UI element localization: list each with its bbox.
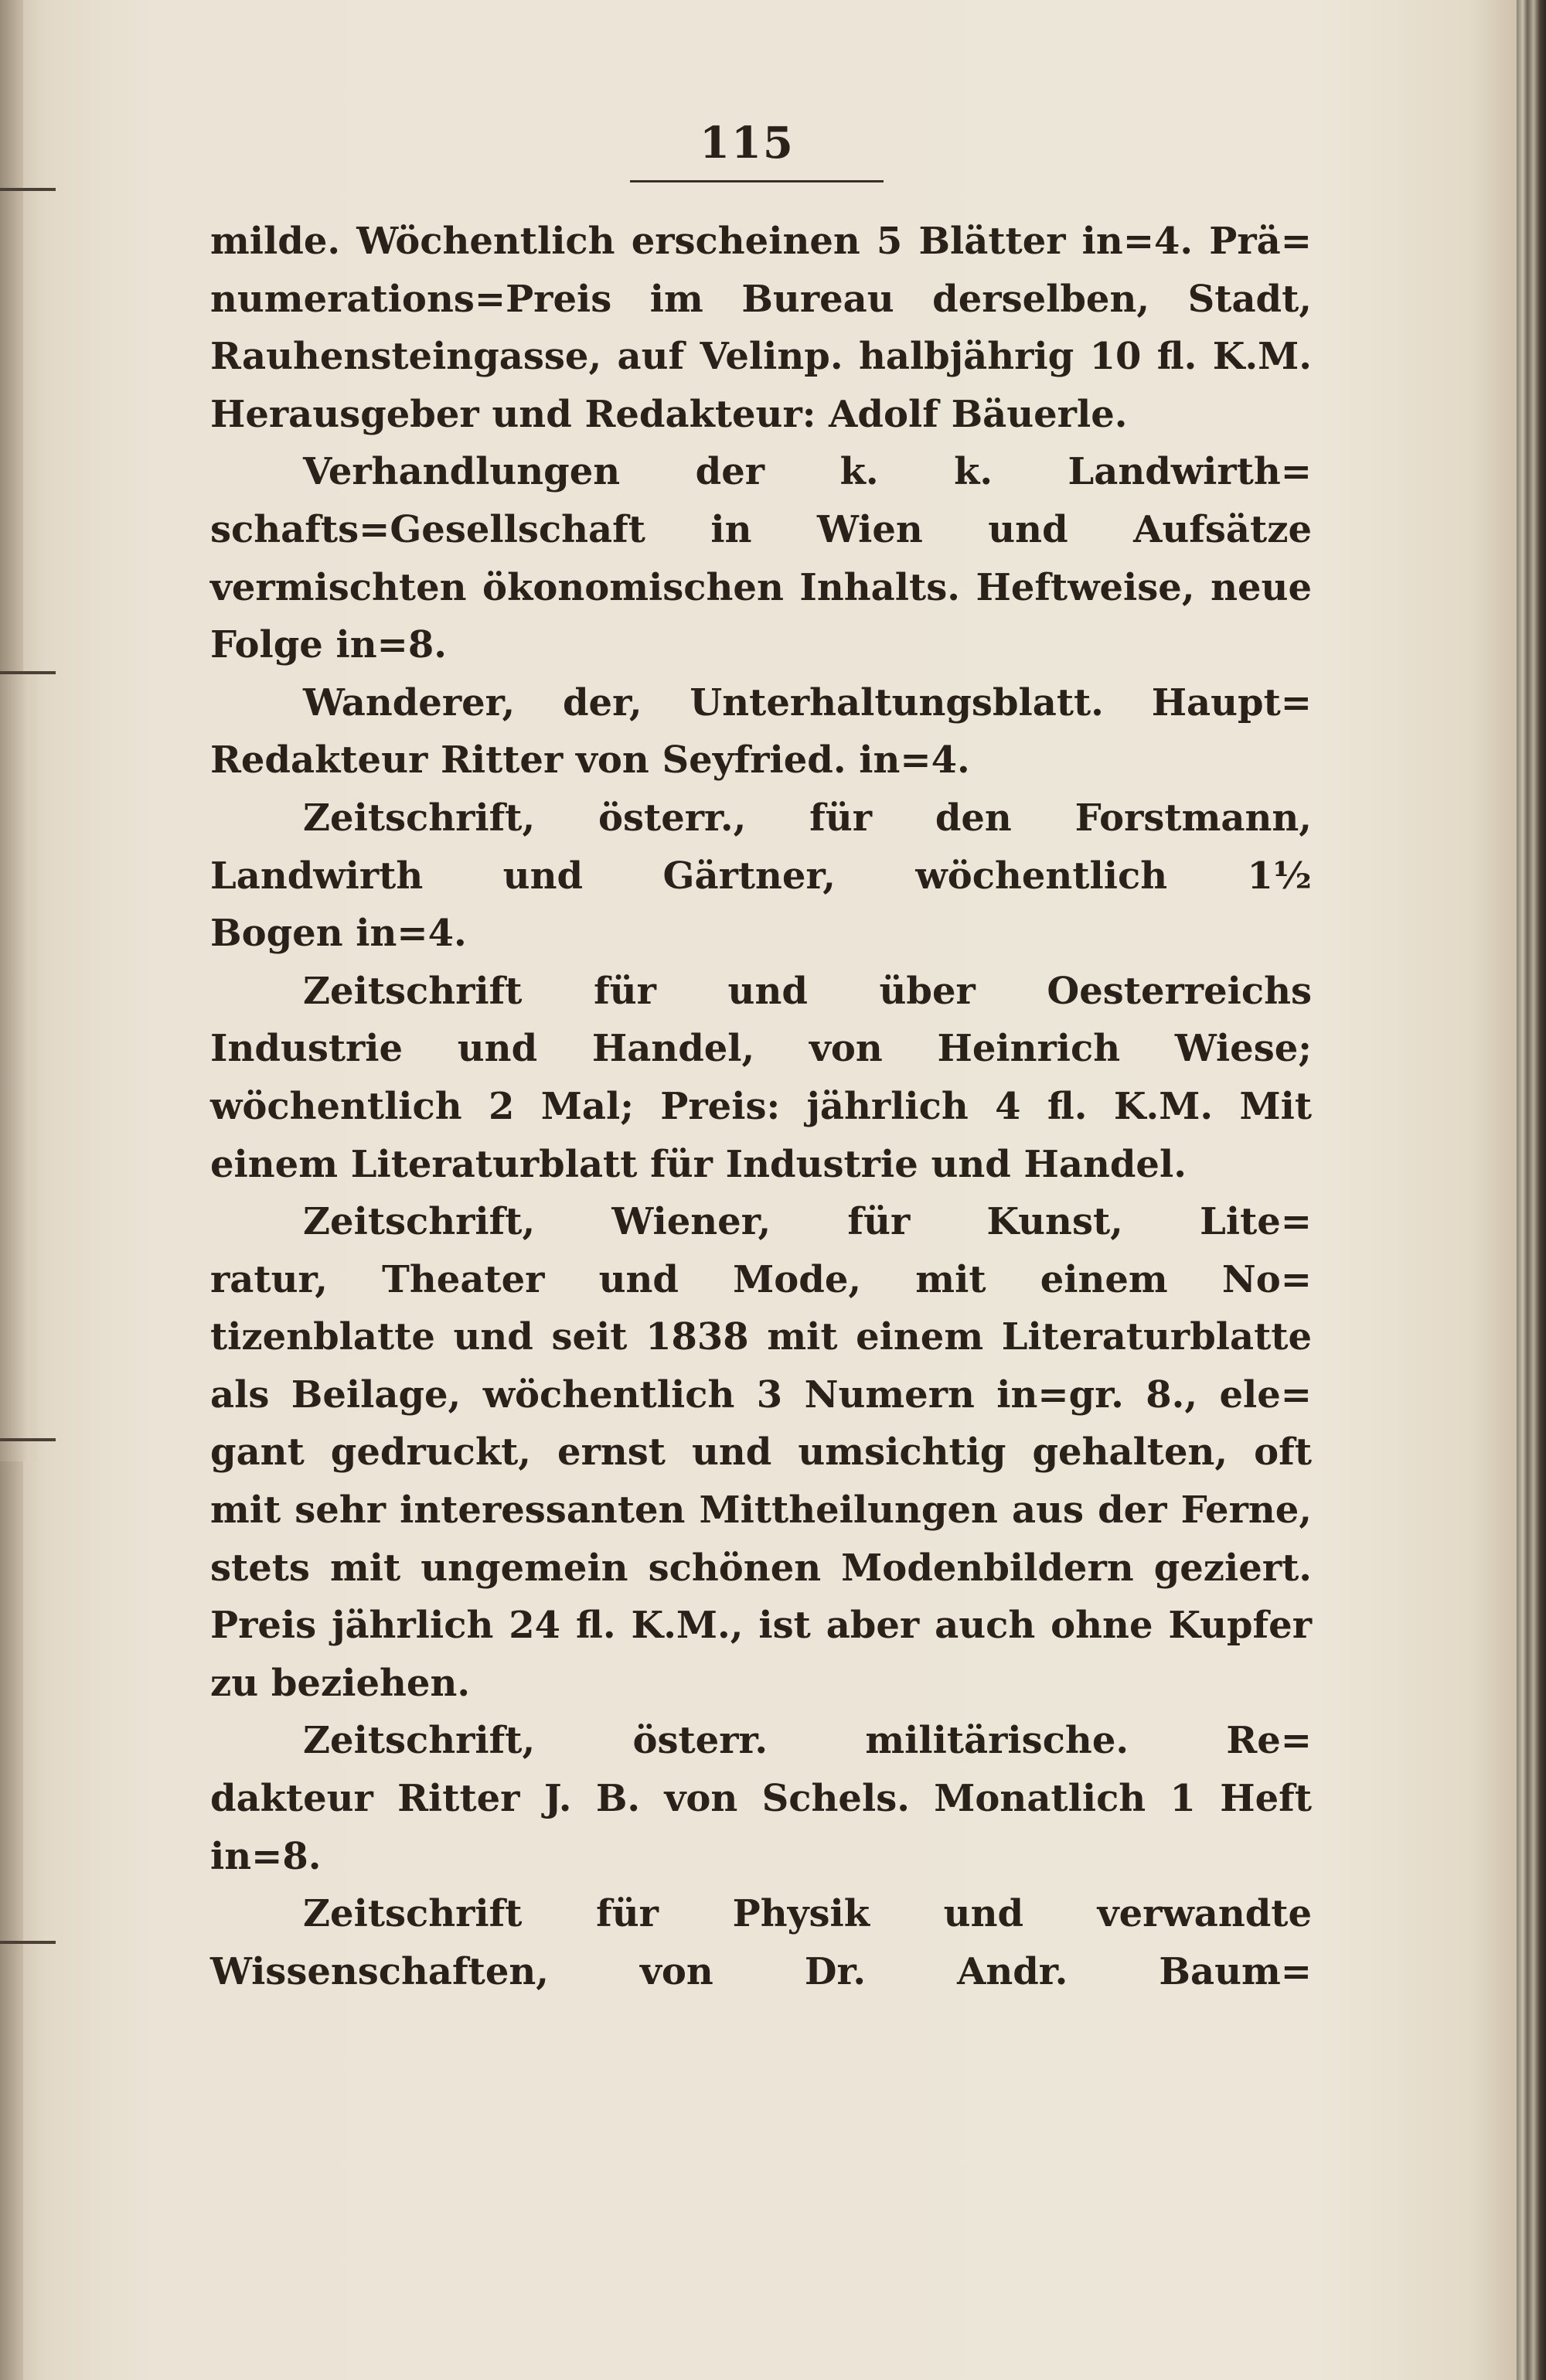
text-line: in=8. [210,1834,322,1878]
binding-stitch [0,188,56,191]
text-line: Rauhensteingasse, auf Velinp. halbjährig 10 fl. K.M. [210,335,1312,379]
text-line: Folge in=8. [210,623,447,667]
text-line: Zeitschrift, österr., für den Forstmann, [303,796,1312,840]
binding-stitch [0,1438,56,1441]
text-line: Bogen in=4. [210,912,467,956]
text-line: mit sehr interessanten Mittheilungen aus der Ferne, [210,1488,1312,1533]
binding-band [0,673,40,1461]
text-line: Zeitschrift, Wiener, für Kunst, Lite= [303,1200,1312,1244]
page-number: 115 [700,118,795,169]
text-line: stets mit ungemein schönen Modenbildern geziert. [210,1546,1312,1590]
text-line: Landwirth und Gärtner, wöchentlich 1½ [210,854,1312,898]
text-line: dakteur Ritter J. B. von Schels. Monatlich 1 Heft [210,1777,1312,1821]
text-line: gant gedruckt, ernst und umsichtig gehalten, oft [210,1430,1312,1475]
text-line: Zeitschrift, österr. militärische. Re= [303,1719,1312,1763]
text-line: Verhandlungen der k. k. Landwirth= [303,450,1312,494]
text-line: wöchentlich 2 Mal; Preis: jährlich 4 fl. K.M. Mit [210,1084,1312,1128]
text-line: Preis jährlich 24 fl. K.M., ist aber auch ohne Kupfer [210,1604,1312,1648]
text-line: Redakteur Ritter von Seyfried. in=4. [210,738,970,783]
text-line: Zeitschrift für Physik und verwandte [303,1892,1312,1936]
text-line: schafts=Gesellschaft in Wien und Aufsätze [210,507,1312,551]
header-rule [630,180,884,182]
text-line: zu beziehen. [210,1661,471,1705]
text-line: Industrie und Handel, von Heinrich Wiese; [210,1027,1312,1071]
text-line: als Beilage, wöchentlich 3 Numern in=gr. 8., ele= [210,1372,1312,1417]
text-line: numerations=Preis im Bureau derselben, Stadt, [210,277,1312,321]
text-line: Wanderer, der, Unterhaltungsblatt. Haupt= [303,680,1312,725]
text-line: vermischten ökonomischen Inhalts. Heftweise, neue [210,565,1312,609]
page-edge [1517,0,1546,2380]
text-line: milde. Wöchentlich erscheinen 5 Blätter in=4. Prä= [210,220,1312,263]
binding-stitch [0,1941,56,1944]
text-line: einem Literaturblatt für Industrie und Handel. [210,1142,1187,1186]
text-line: ratur, Theater und Mode, mit einem No= [210,1257,1312,1301]
binding-stitch [0,671,56,674]
text-line: Zeitschrift für und über Oesterreichs [303,969,1312,1013]
text-line: tizenblatte und seit 1838 mit einem Literaturblatte [210,1315,1312,1359]
body-text [210,213,1312,2000]
text-line: Wissenschaften, von Dr. Andr. Baum= [210,1949,1312,1993]
text-line: Herausgeber und Redakteur: Adolf Bäuerle. [210,392,1128,436]
